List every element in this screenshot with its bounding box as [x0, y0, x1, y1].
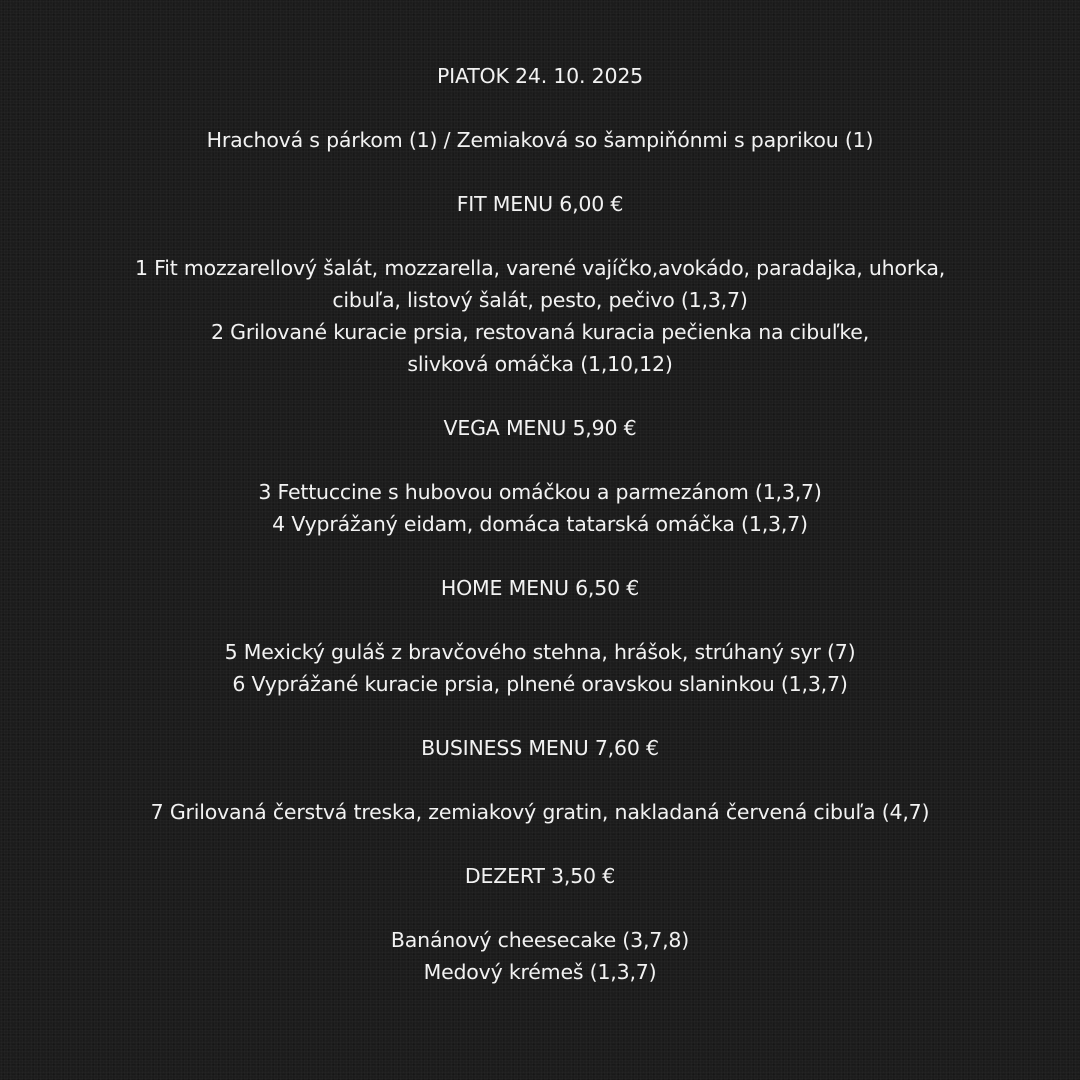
- soup-of-the-day: Hrachová s párkom (1) / Zemiaková so šampiňónmi s paprikou (1): [206, 128, 874, 152]
- fit-menu-item: cibuľa, listový šalát, pesto, pečivo (1,3,7): [332, 288, 748, 312]
- home-menu-item: 5 Mexický guláš z bravčového stehna, hrášok, strúhaný syr (7): [224, 640, 856, 664]
- home-menu-item: 6 Vyprážané kuracie prsia, plnené oravskou slaninkou (1,3,7): [232, 672, 848, 696]
- business-menu-heading: BUSINESS MENU 7,60 €: [421, 736, 659, 760]
- vega-menu-heading: VEGA MENU 5,90 €: [443, 416, 637, 440]
- menu-date: PIATOK 24. 10. 2025: [436, 64, 644, 88]
- vega-menu-item: 4 Vyprážaný eidam, domáca tatarská omáčka (1,3,7): [272, 512, 808, 536]
- fit-menu-item: slivková omáčka (1,10,12): [407, 352, 673, 376]
- fit-menu-item: 1 Fit mozzarellový šalát, mozzarella, varené vajíčko,avokádo, paradajka, uhorka,: [134, 256, 946, 280]
- dessert-heading: DEZERT 3,50 €: [464, 864, 616, 888]
- vega-menu-item: 3 Fettuccine s hubovou omáčkou a parmezánom (1,3,7): [258, 480, 822, 504]
- dessert-item: Medový krémeš (1,3,7): [423, 960, 657, 984]
- business-menu-item: 7 Grilovaná čerstvá treska, zemiakový gratin, nakladaná červená cibuľa (4,7): [150, 800, 930, 824]
- home-menu-heading: HOME MENU 6,50 €: [440, 576, 640, 600]
- fit-menu-heading: FIT MENU 6,00 €: [456, 192, 624, 216]
- fit-menu-item: 2 Grilované kuracie prsia, restovaná kuracia pečienka na cibuľke,: [210, 320, 870, 344]
- dessert-item: Banánový cheesecake (3,7,8): [390, 928, 690, 952]
